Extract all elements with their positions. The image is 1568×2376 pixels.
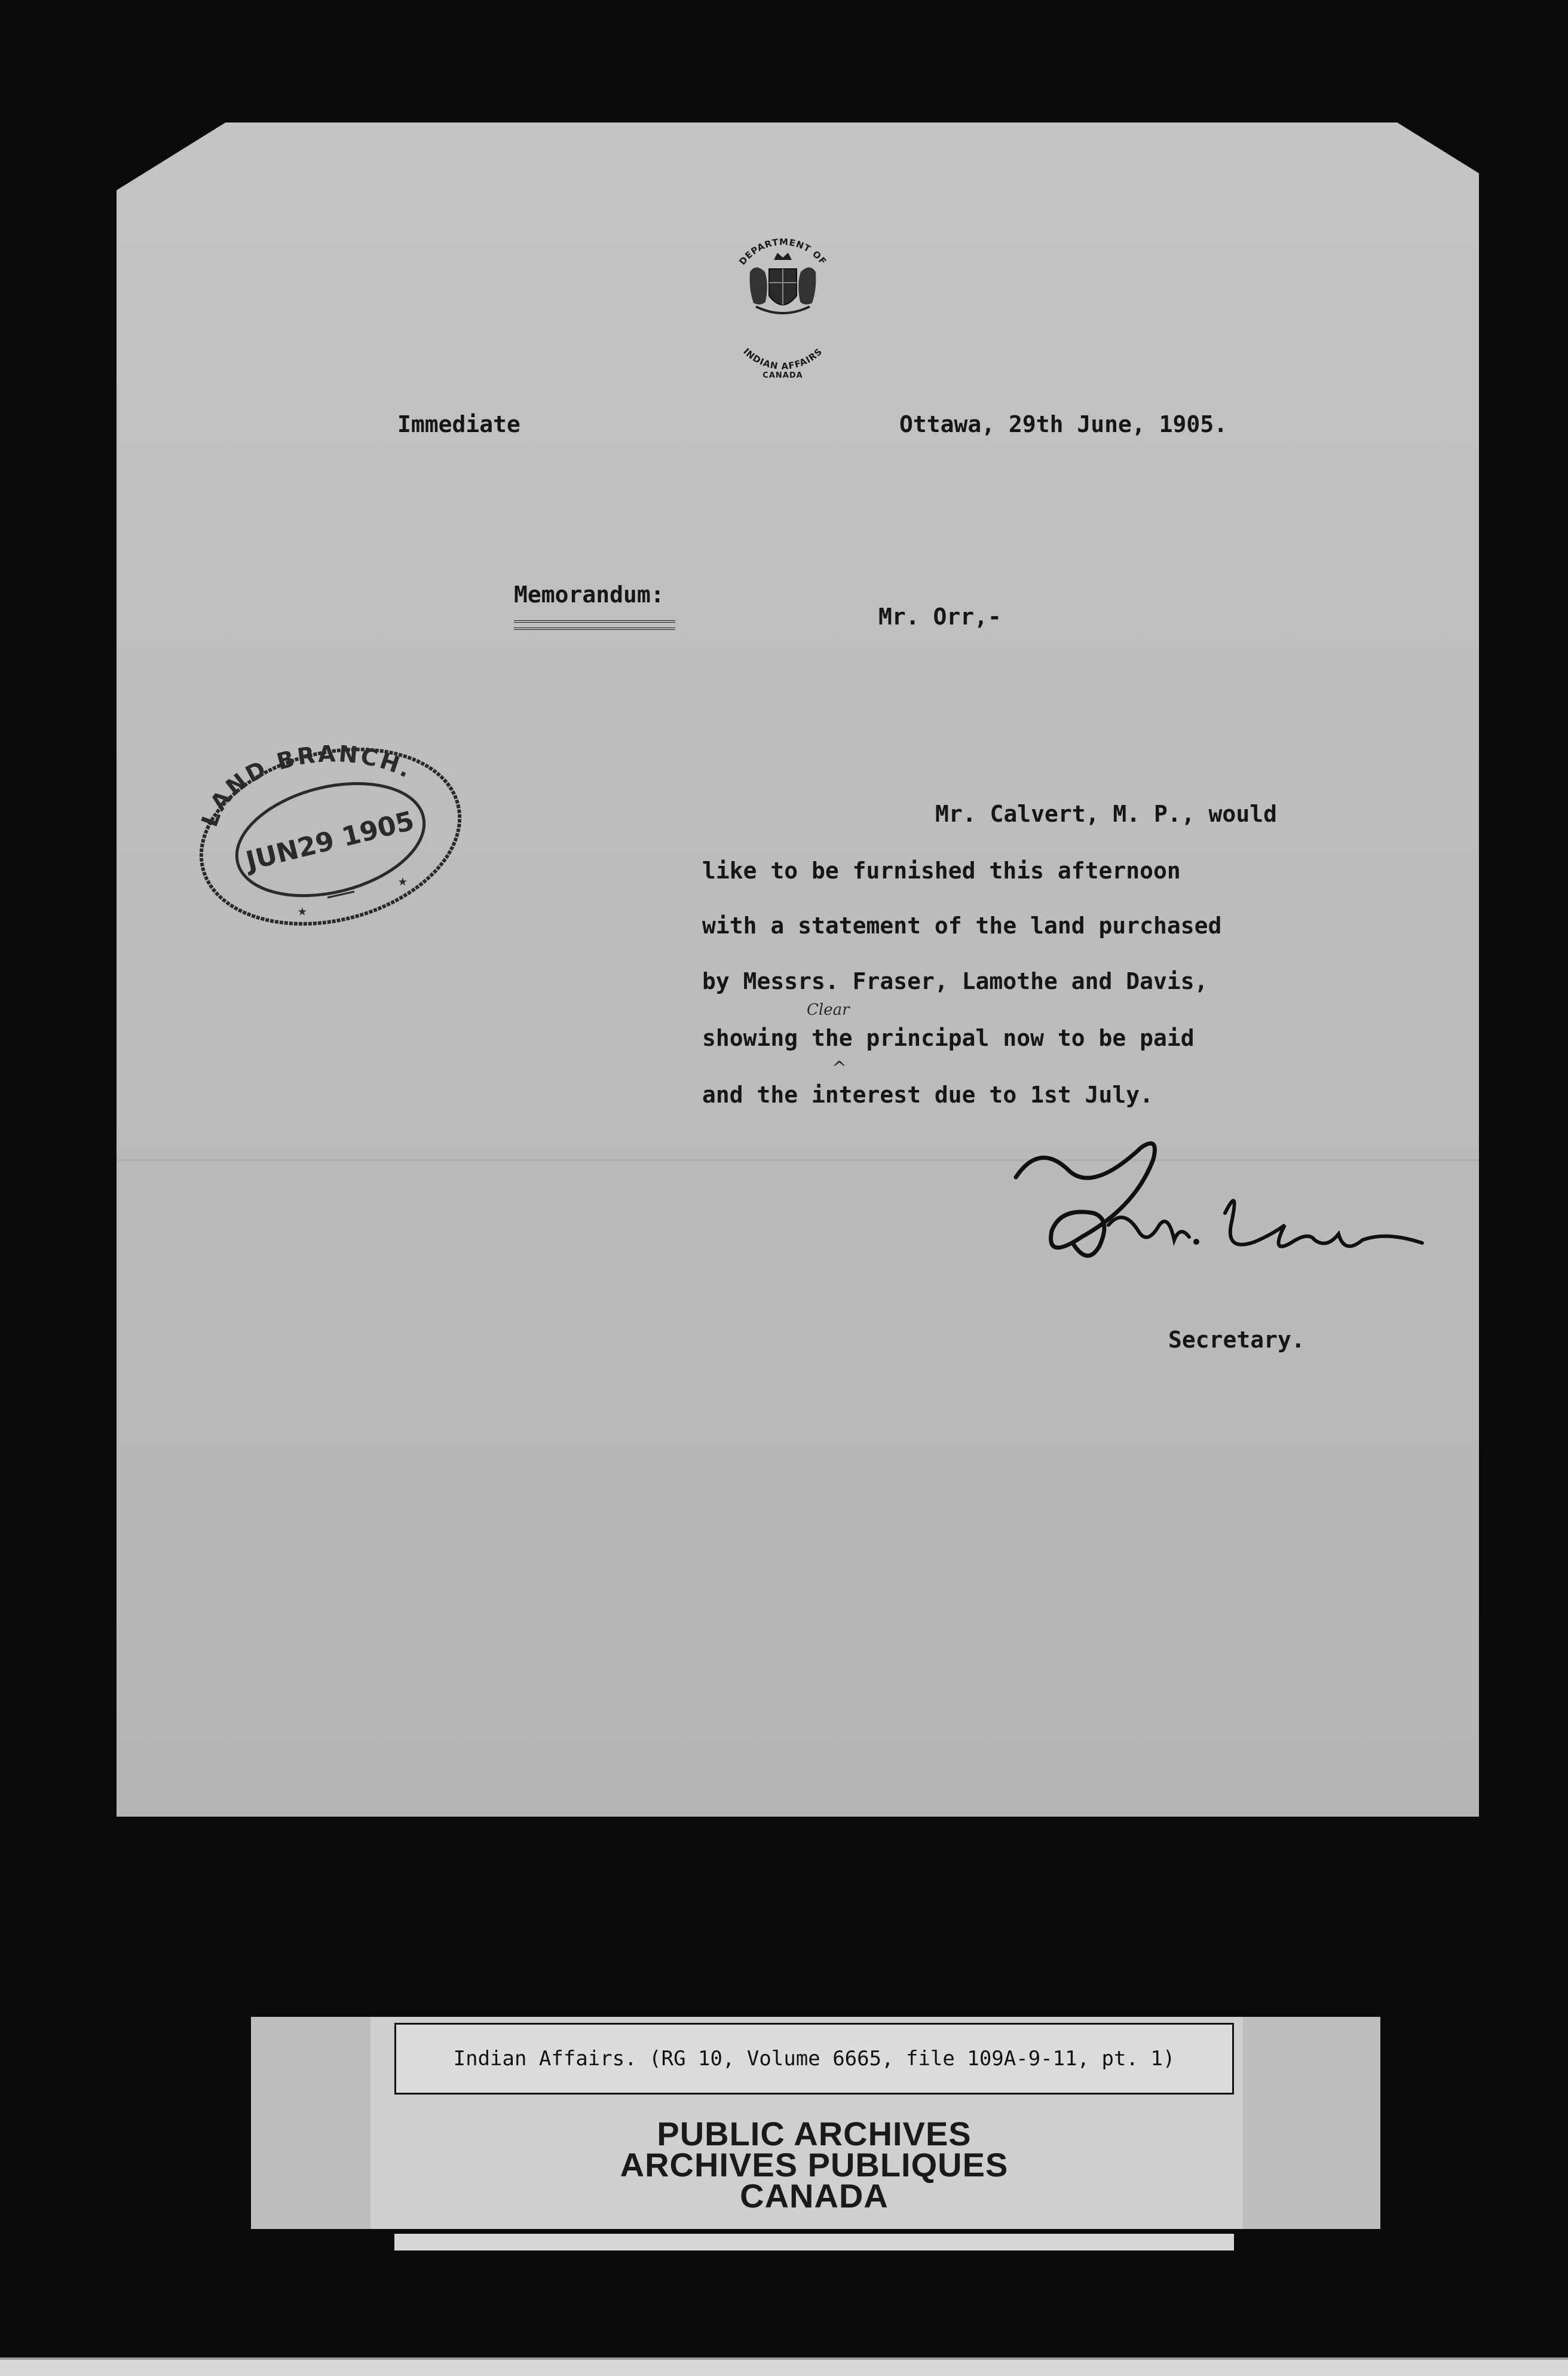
- department-crest: [714, 236, 852, 385]
- body-line-4: by Messrs. Fraser, Lamothe and Davis,: [702, 968, 1208, 994]
- handwritten-signature: [1004, 1135, 1434, 1315]
- memo-heading: Memorandum:: [514, 581, 664, 608]
- signatory-title: Secretary.: [1168, 1327, 1305, 1353]
- stamp-date: JUN29 1905: [243, 806, 418, 877]
- place-date: Ottawa, 29th June, 1905.: [899, 411, 1228, 437]
- svg-text:DEPARTMENT OF: [737, 237, 829, 267]
- memo-heading-underline: [514, 620, 675, 630]
- land-branch-stamp: [190, 741, 471, 932]
- svg-text:INDIAN AFFAIRS: [741, 346, 824, 372]
- archive-citation: Indian Affairs. (RG 10, Volume 6665, file 109A-9-11, pt. 1): [453, 2047, 1175, 2071]
- star-icon: ★: [398, 872, 408, 890]
- archive-citation-box: [394, 2023, 1234, 2095]
- memo-addressee: Mr. Orr,-: [878, 604, 1002, 630]
- crest-emblem-icon: [714, 236, 852, 385]
- scan-edge-strip: [0, 2360, 1568, 2376]
- label-bottom-bar: [394, 2234, 1234, 2251]
- stamp-arc-text: LAND BRANCH.: [196, 741, 418, 831]
- star-icon: ★: [298, 902, 307, 920]
- archives-line-3: CANADA: [740, 2177, 889, 2215]
- crest-bottom-text: INDIAN AFFAIRS: [741, 345, 825, 372]
- insertion-caret: ^: [832, 1058, 847, 1079]
- archives-imprint: [394, 2115, 1234, 2215]
- body-line-1: Mr. Calvert, M. P., would: [935, 801, 1277, 827]
- archives-line-2: ARCHIVES PUBLIQUES: [620, 2146, 1009, 2184]
- crest-top-text: DEPARTMENT OF: [737, 236, 829, 267]
- crest-country: CANADA: [762, 371, 803, 380]
- priority-label: Immediate: [397, 411, 520, 437]
- body-line-3: with a statement of the land purchased: [702, 913, 1222, 939]
- handwritten-insert: Clear: [807, 1001, 850, 1019]
- body-line-2: like to be furnished this afternoon: [702, 858, 1181, 884]
- body-line-6: and the interest due to 1st July.: [702, 1082, 1153, 1108]
- body-line-5: showing the principal now to be paid: [702, 1025, 1195, 1051]
- archives-line-1: PUBLIC ARCHIVES: [657, 2115, 972, 2153]
